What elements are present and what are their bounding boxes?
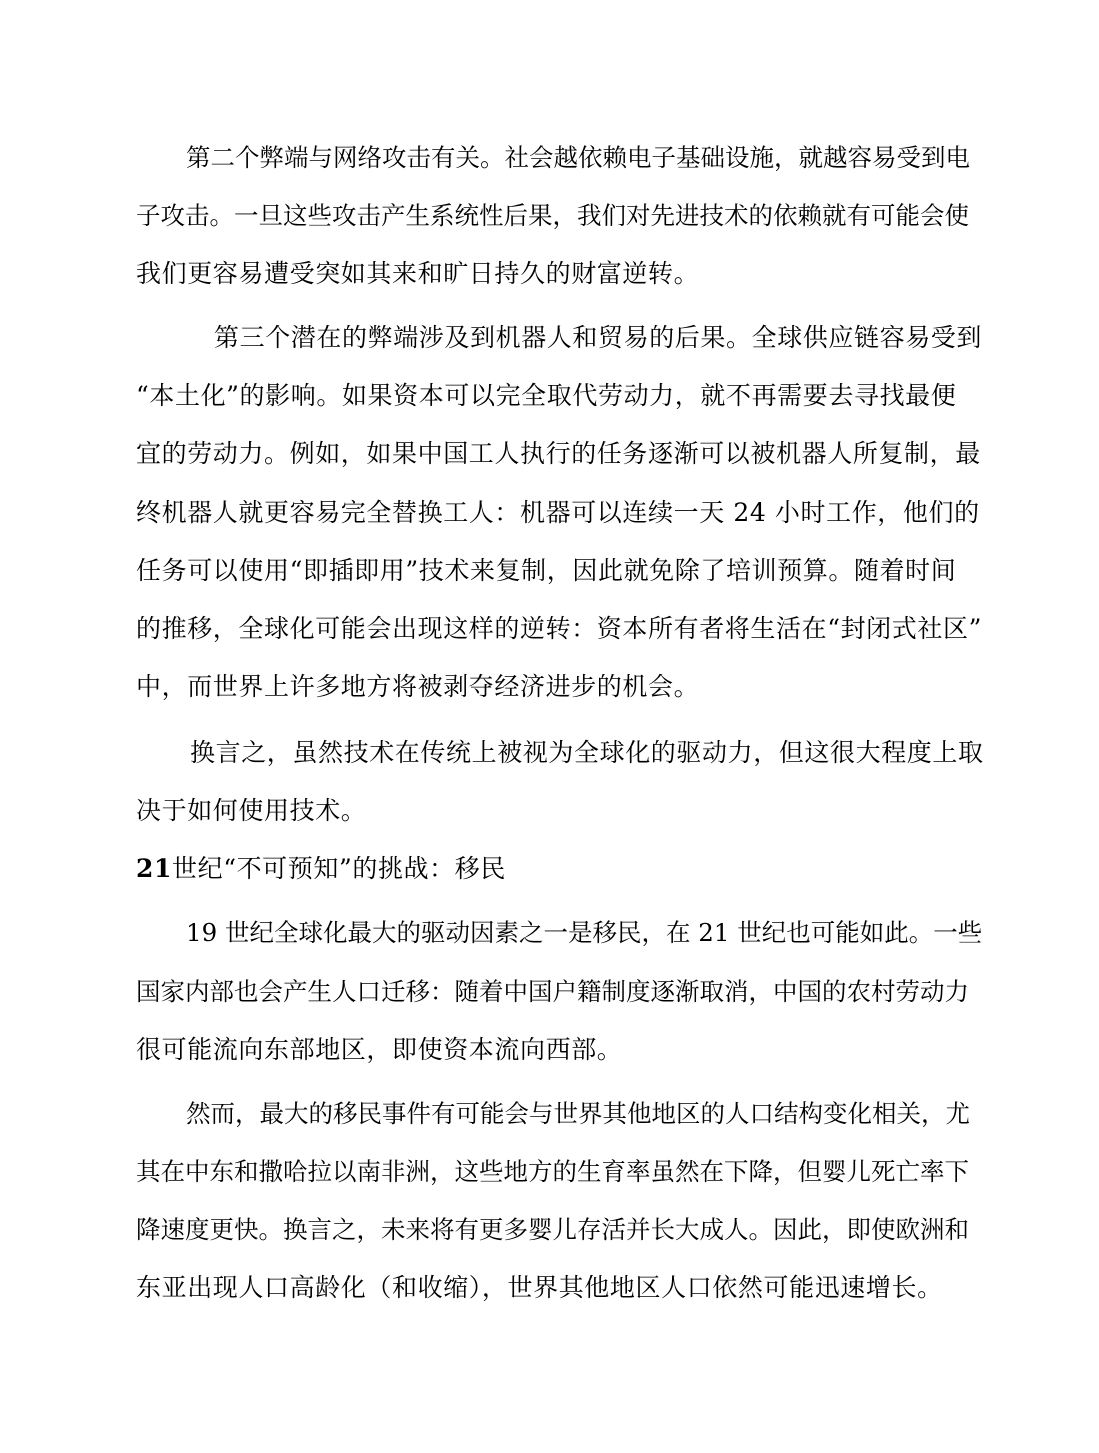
- paragraph-4-line-2: 国家内部也会产生人口迁移：随着中国户籍制度逐渐取消，中国的农村劳动力: [136, 977, 969, 1006]
- paragraph-4-line-3: 很可能流向东部地区，即使资本流向西部。: [136, 1035, 623, 1064]
- paragraph-2-line-1: 第三个潜在的弊端涉及到机器人和贸易的后果。全球供应链容易受到: [214, 323, 983, 352]
- section-heading-text: 世纪“不可预知”的挑战：移民: [172, 854, 506, 883]
- paragraph-2-line-7: 中，而世界上许多地方将被剥夺经济进步的机会。: [136, 672, 700, 701]
- paragraph-5-line-2: 其在中东和撒哈拉以南非洲，这些地方的生育率虽然在下降，但婴儿死亡率下: [136, 1157, 969, 1186]
- section-heading: [136, 853, 506, 885]
- paragraph-2-line-3: 宜的劳动力。例如，如果中国工人执行的任务逐渐可以被机器人所复制，最: [136, 439, 981, 468]
- paragraph-5-line-4: 东亚出现人口高龄化（和收缩），世界其他地区人口依然可能迅速增长。: [136, 1273, 943, 1302]
- paragraph-5-line-1: 然而，最大的移民事件有可能会与世界其他地区的人口结构变化相关，尤: [186, 1099, 970, 1128]
- paragraph-2-line-4: 终机器人就更容易完全替换工人：机器可以连续一天 24 小时工作，他们的: [136, 498, 980, 527]
- paragraph-1-line-3: 我们更容易遭受突如其来和旷日持久的财富逆转。: [136, 259, 700, 288]
- paragraph-3-line-2: 决于如何使用技术。: [136, 796, 367, 825]
- paragraph-2-line-2: “本土化”的影响。如果资本可以完全取代劳动力，就不再需要去寻找最便: [136, 381, 957, 410]
- section-heading-number: 21: [136, 854, 172, 883]
- paragraph-1-line-2: 子攻击。一旦这些攻击产生系统性后果，我们对先进技术的依赖就有可能会使: [136, 201, 969, 230]
- paragraph-5-line-3: 降速度更快。换言之，未来将有更多婴儿存活并长大成人。因此，即使欧洲和: [136, 1215, 969, 1244]
- paragraph-3-line-1: 换言之，虽然技术在传统上被视为全球化的驱动力，但这很大程度上取: [190, 738, 984, 767]
- paragraph-2-line-5: 任务可以使用“即插即用”技术来复制，因此就免除了培训预算。随着时间: [136, 556, 957, 585]
- paragraph-4-line-1: 19 世纪全球化最大的驱动因素之一是移民，在 21 世纪也可能如此。一些: [186, 918, 983, 947]
- paragraph-2-line-6: 的推移，全球化可能会出现这样的逆转：资本所有者将生活在“封闭式社区”: [136, 614, 982, 643]
- paragraph-1-line-1: 第二个弊端与网络攻击有关。社会越依赖电子基础设施，就越容易受到电: [186, 143, 970, 172]
